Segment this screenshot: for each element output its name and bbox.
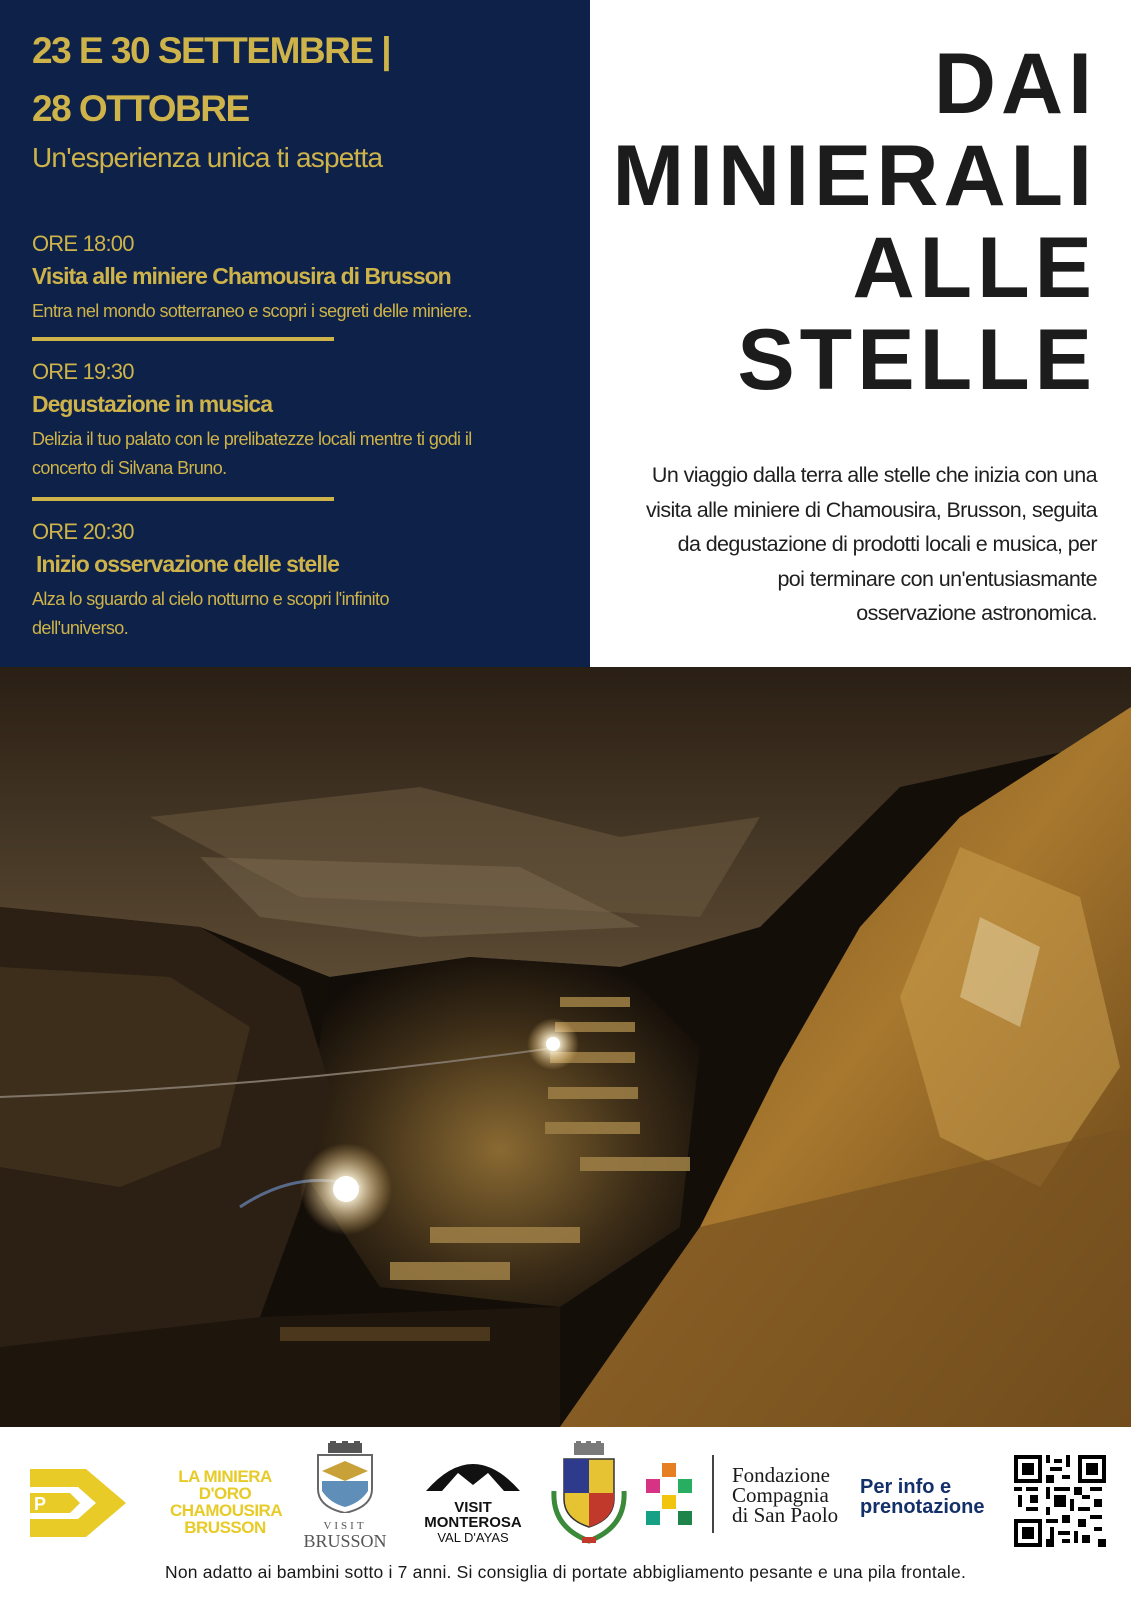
program-time: ORE 19:30 bbox=[32, 359, 134, 384]
program-time: ORE 18:00 bbox=[32, 231, 134, 256]
poster-title bbox=[612, 38, 1097, 406]
intro-line: da degustazione di prodotti locali e musica, per bbox=[677, 532, 1097, 556]
logo-text-line: di San Paolo bbox=[732, 1503, 839, 1527]
brusson-label: BRUSSON bbox=[303, 1531, 387, 1551]
separator-line bbox=[32, 337, 334, 341]
program-desc-line: Delizia il tuo palato con le prelibatezze locali mentre ti godi il bbox=[32, 429, 472, 449]
logo-text-line: LA MINIERA bbox=[178, 1467, 272, 1486]
program-panel bbox=[0, 0, 590, 667]
logo-text-line: CHAMOUSIRA bbox=[170, 1501, 283, 1520]
intro-line: poi terminare con un'entusiasmante bbox=[777, 566, 1097, 591]
program-item-3 bbox=[32, 517, 552, 643]
logo-text-line: D'ORO bbox=[198, 1484, 252, 1503]
info-line: prenotazione bbox=[860, 1496, 985, 1518]
logo-text-line: VAL D'AYAS bbox=[437, 1530, 509, 1545]
title-line: DAI bbox=[933, 36, 1097, 132]
title-line: ALLE bbox=[852, 220, 1097, 316]
program-desc: Entra nel mondo sotterraneo e scopri i segreti delle miniere. bbox=[32, 301, 472, 321]
event-dates bbox=[32, 22, 390, 138]
mine-tunnel-photo bbox=[0, 667, 1131, 1427]
logo-text-line: Fondazione bbox=[732, 1463, 830, 1487]
title-line: STELLE bbox=[737, 312, 1097, 408]
visit-monterosa-logo bbox=[418, 1451, 528, 1545]
intro-paragraph bbox=[607, 458, 1097, 631]
logo-divider bbox=[712, 1455, 714, 1533]
mountain-icon bbox=[418, 1451, 528, 1491]
dates-line-2: 28 OTTOBRE bbox=[32, 88, 249, 129]
program-time: ORE 20:30 bbox=[32, 519, 134, 544]
logo-text-line: BRUSSON bbox=[184, 1518, 266, 1537]
info-booking-label bbox=[860, 1477, 984, 1517]
logo-text-line: MONTEROSA bbox=[424, 1514, 522, 1531]
program-desc-line: dell'universo. bbox=[32, 618, 129, 638]
intro-line: Un viaggio dalla terra alle stelle che inizia con una bbox=[651, 463, 1097, 487]
dates-line-1: 23 E 30 SETTEMBRE | bbox=[32, 30, 391, 71]
program-title: Inizio osservazione delle stelle bbox=[36, 551, 339, 577]
intro-line: visita alle miniere di Chamousira, Brusson, seguita bbox=[646, 497, 1097, 522]
separator-line bbox=[32, 497, 334, 501]
logo-text-line: VISIT bbox=[454, 1499, 492, 1516]
brusson-crest-icon bbox=[300, 1441, 390, 1513]
coat-of-arms-icon bbox=[546, 1441, 632, 1547]
qr-code-icon[interactable] bbox=[1014, 1455, 1106, 1547]
logo-text-line: Compagnia bbox=[732, 1483, 829, 1507]
visit-brusson-logo bbox=[300, 1441, 390, 1551]
intro-line: osservazione astronomica. bbox=[856, 601, 1097, 625]
visit-label: VISIT bbox=[323, 1520, 367, 1532]
program-desc-line: concerto di Silvana Bruno. bbox=[32, 458, 227, 478]
color-squares-logo bbox=[646, 1463, 696, 1527]
sponsor-logos bbox=[0, 1427, 1131, 1557]
p-arrow-logo bbox=[30, 1469, 126, 1537]
program-item-2 bbox=[32, 357, 552, 483]
title-line: MINIERALI bbox=[612, 128, 1097, 224]
program-desc-line: Alza lo sguardo al cielo notturno e scopri l'infinito bbox=[32, 589, 389, 609]
footer-notice: Non adatto ai bambini sotto i 7 anni. Si consiglia di portate abbigliamento pesante e una pila frontale. bbox=[164, 1562, 967, 1582]
program-desc bbox=[32, 585, 552, 643]
info-line: Per info e bbox=[860, 1476, 952, 1498]
program-desc bbox=[32, 425, 552, 483]
program-item-1 bbox=[32, 229, 552, 326]
fondazione-csp-logo bbox=[732, 1465, 838, 1525]
tagline: Un'esperienza unica ti aspetta bbox=[32, 142, 383, 173]
p-letter: P bbox=[34, 1494, 47, 1514]
program-title: Visita alle miniere Chamousira di Brusson bbox=[32, 263, 451, 289]
program-title: Degustazione in musica bbox=[32, 391, 273, 417]
miniera-oro-logo bbox=[170, 1467, 283, 1537]
